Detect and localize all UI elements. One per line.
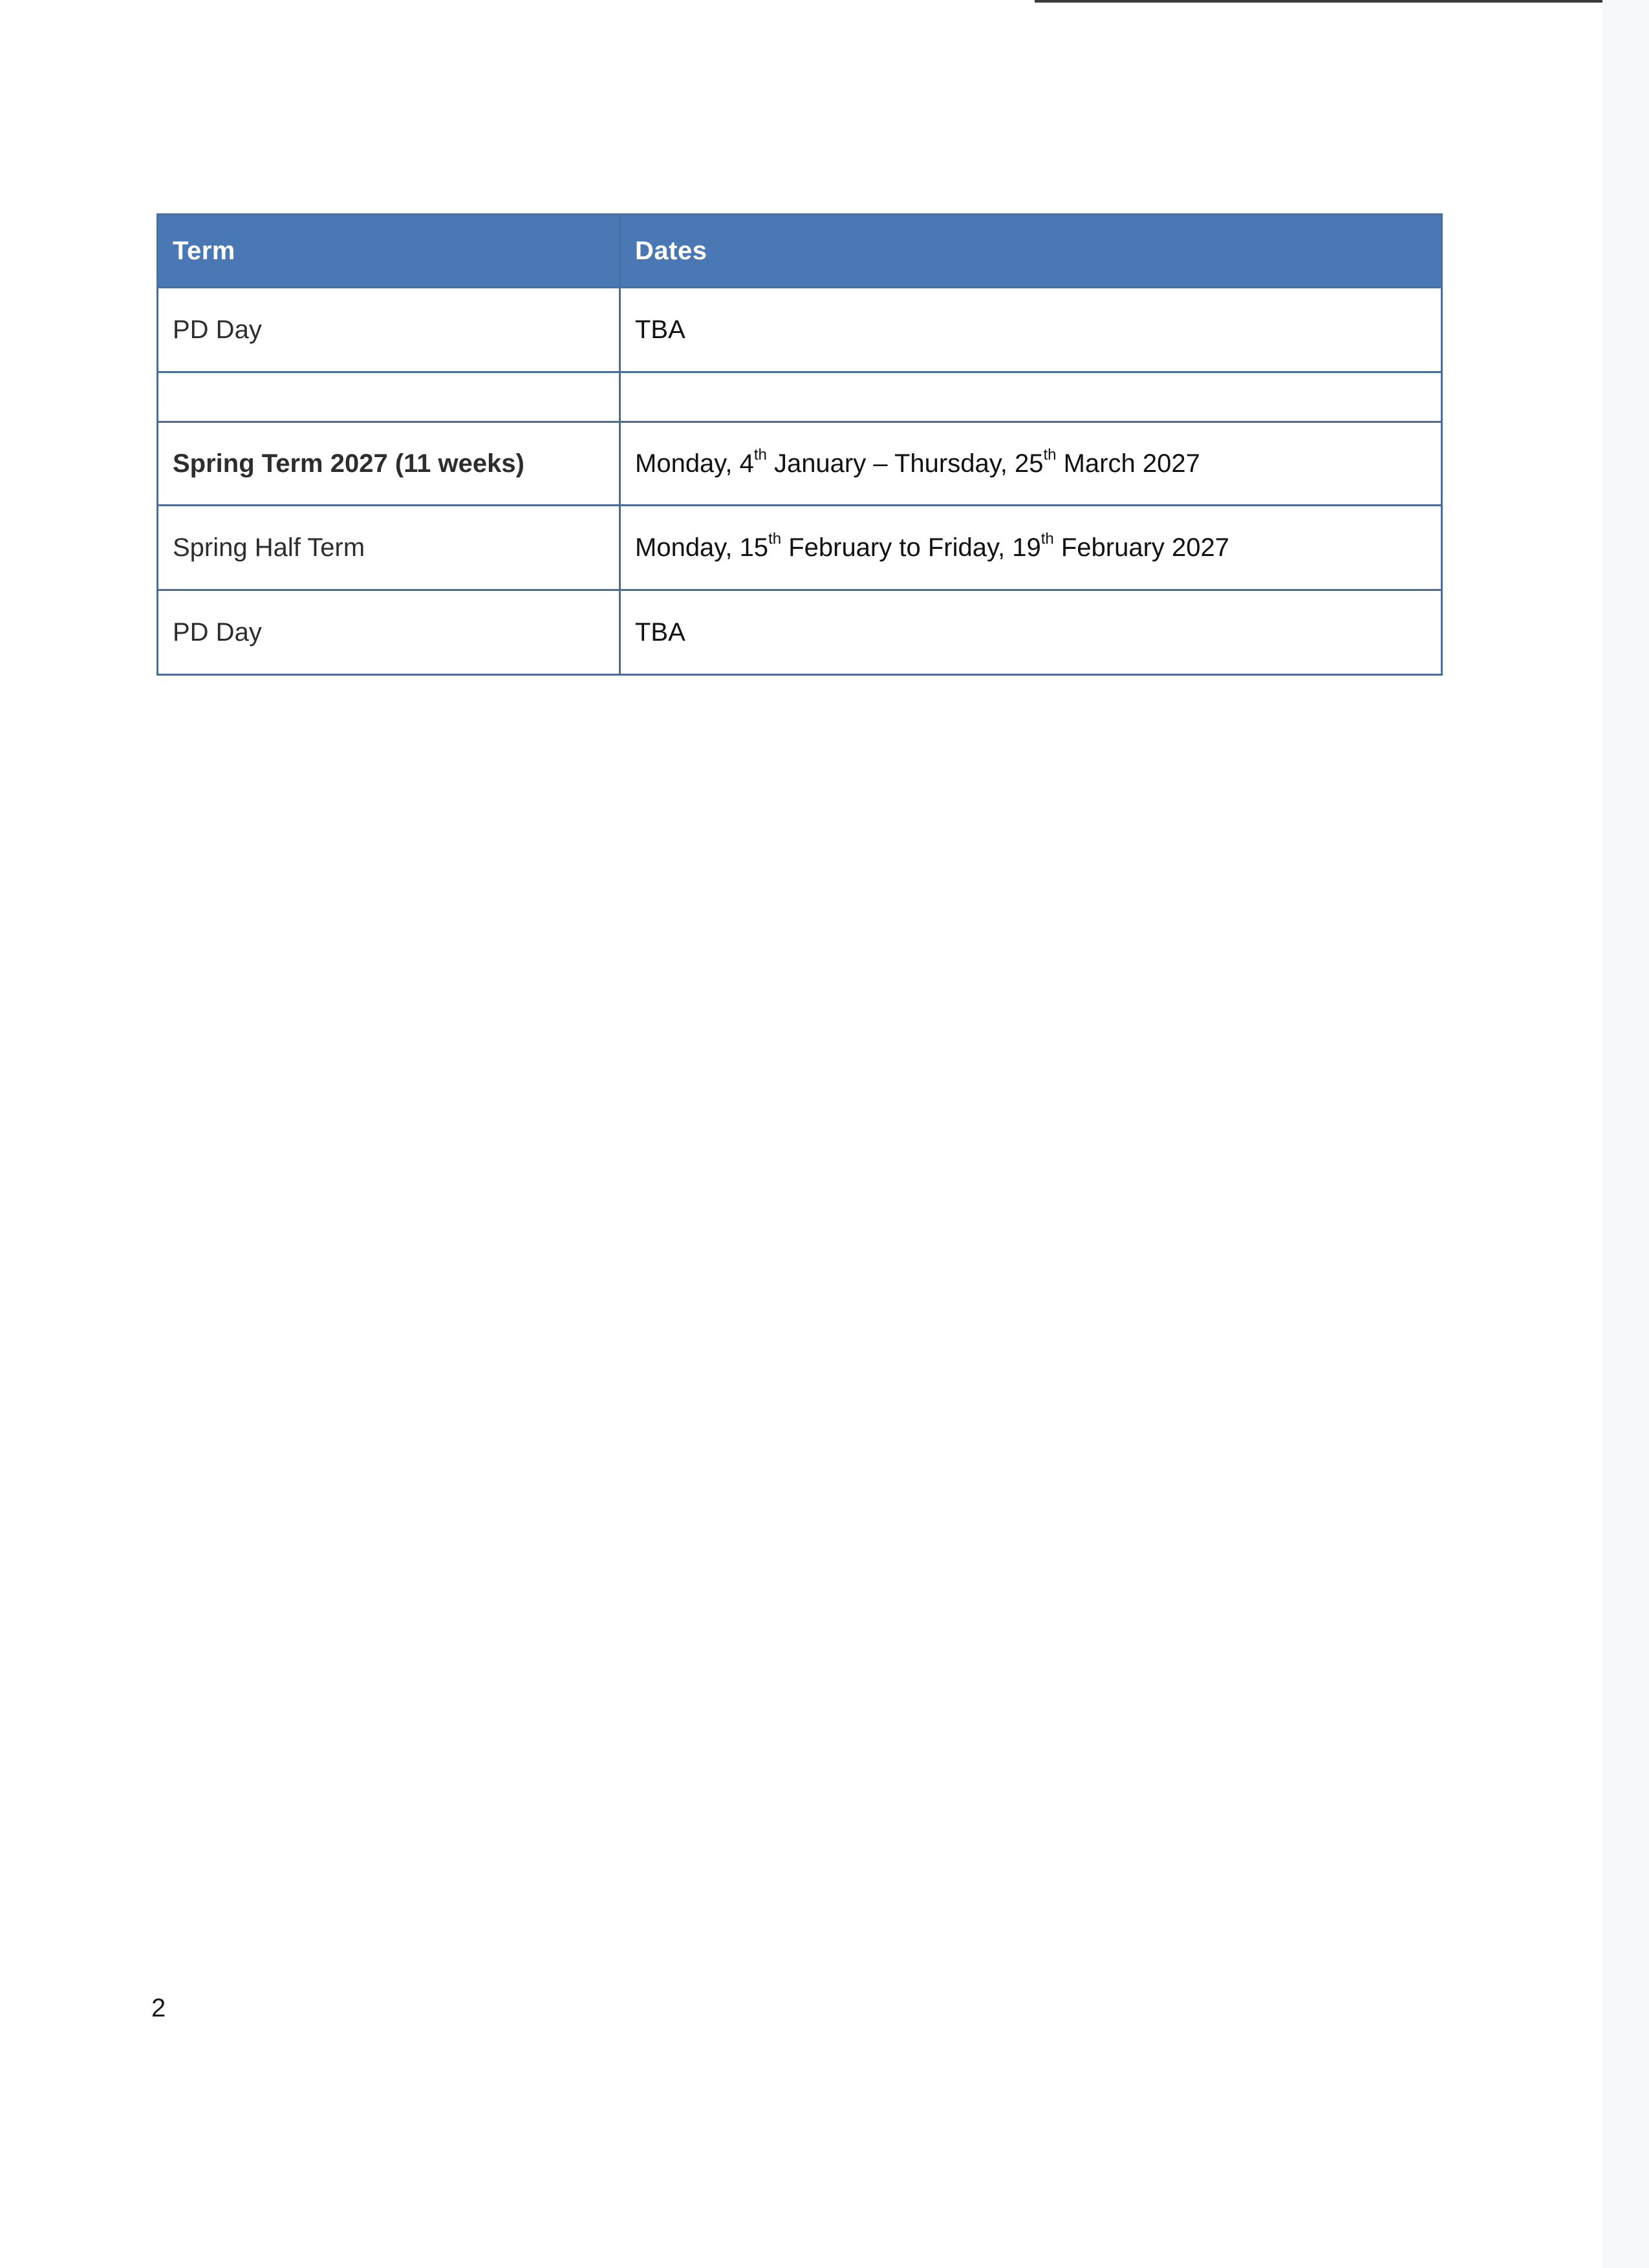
dates-text: Monday, 4 xyxy=(635,449,754,478)
term-cell xyxy=(158,372,620,422)
scan-edge xyxy=(1035,0,1649,3)
table-header-row xyxy=(158,215,1442,288)
term-cell: PD Day xyxy=(158,590,620,675)
ordinal-suffix: th xyxy=(768,530,782,548)
dates-text: Monday, 15 xyxy=(635,533,769,562)
dates-cell: TBA xyxy=(620,288,1442,372)
dates-cell xyxy=(620,372,1442,422)
term-cell: PD Day xyxy=(158,288,620,372)
scan-edge-shadow xyxy=(1602,0,1649,2268)
term-dates-table xyxy=(156,213,1443,676)
term-cell: Spring Half Term xyxy=(158,506,620,590)
dates-text: March 2027 xyxy=(1056,449,1200,478)
ordinal-suffix: th xyxy=(1040,530,1054,548)
header-dates: Dates xyxy=(620,215,1442,288)
dates-text: February 2027 xyxy=(1053,533,1230,562)
table-row xyxy=(158,372,1442,422)
term-cell: Spring Term 2027 (11 weeks) xyxy=(158,422,620,506)
table-row xyxy=(158,590,1442,675)
ordinal-suffix: th xyxy=(753,446,767,464)
dates-cell xyxy=(620,422,1442,506)
header-term: Term xyxy=(158,215,620,288)
dates-text: January – Thursday, 25 xyxy=(766,449,1044,478)
table-row xyxy=(158,506,1442,590)
table-row xyxy=(158,422,1442,506)
dates-text: February to Friday, 19 xyxy=(781,533,1041,562)
dates-cell: TBA xyxy=(620,590,1442,675)
dates-cell xyxy=(620,506,1442,590)
table-row xyxy=(158,288,1442,372)
ordinal-suffix: th xyxy=(1043,446,1057,464)
page-number: 2 xyxy=(151,1994,166,2022)
